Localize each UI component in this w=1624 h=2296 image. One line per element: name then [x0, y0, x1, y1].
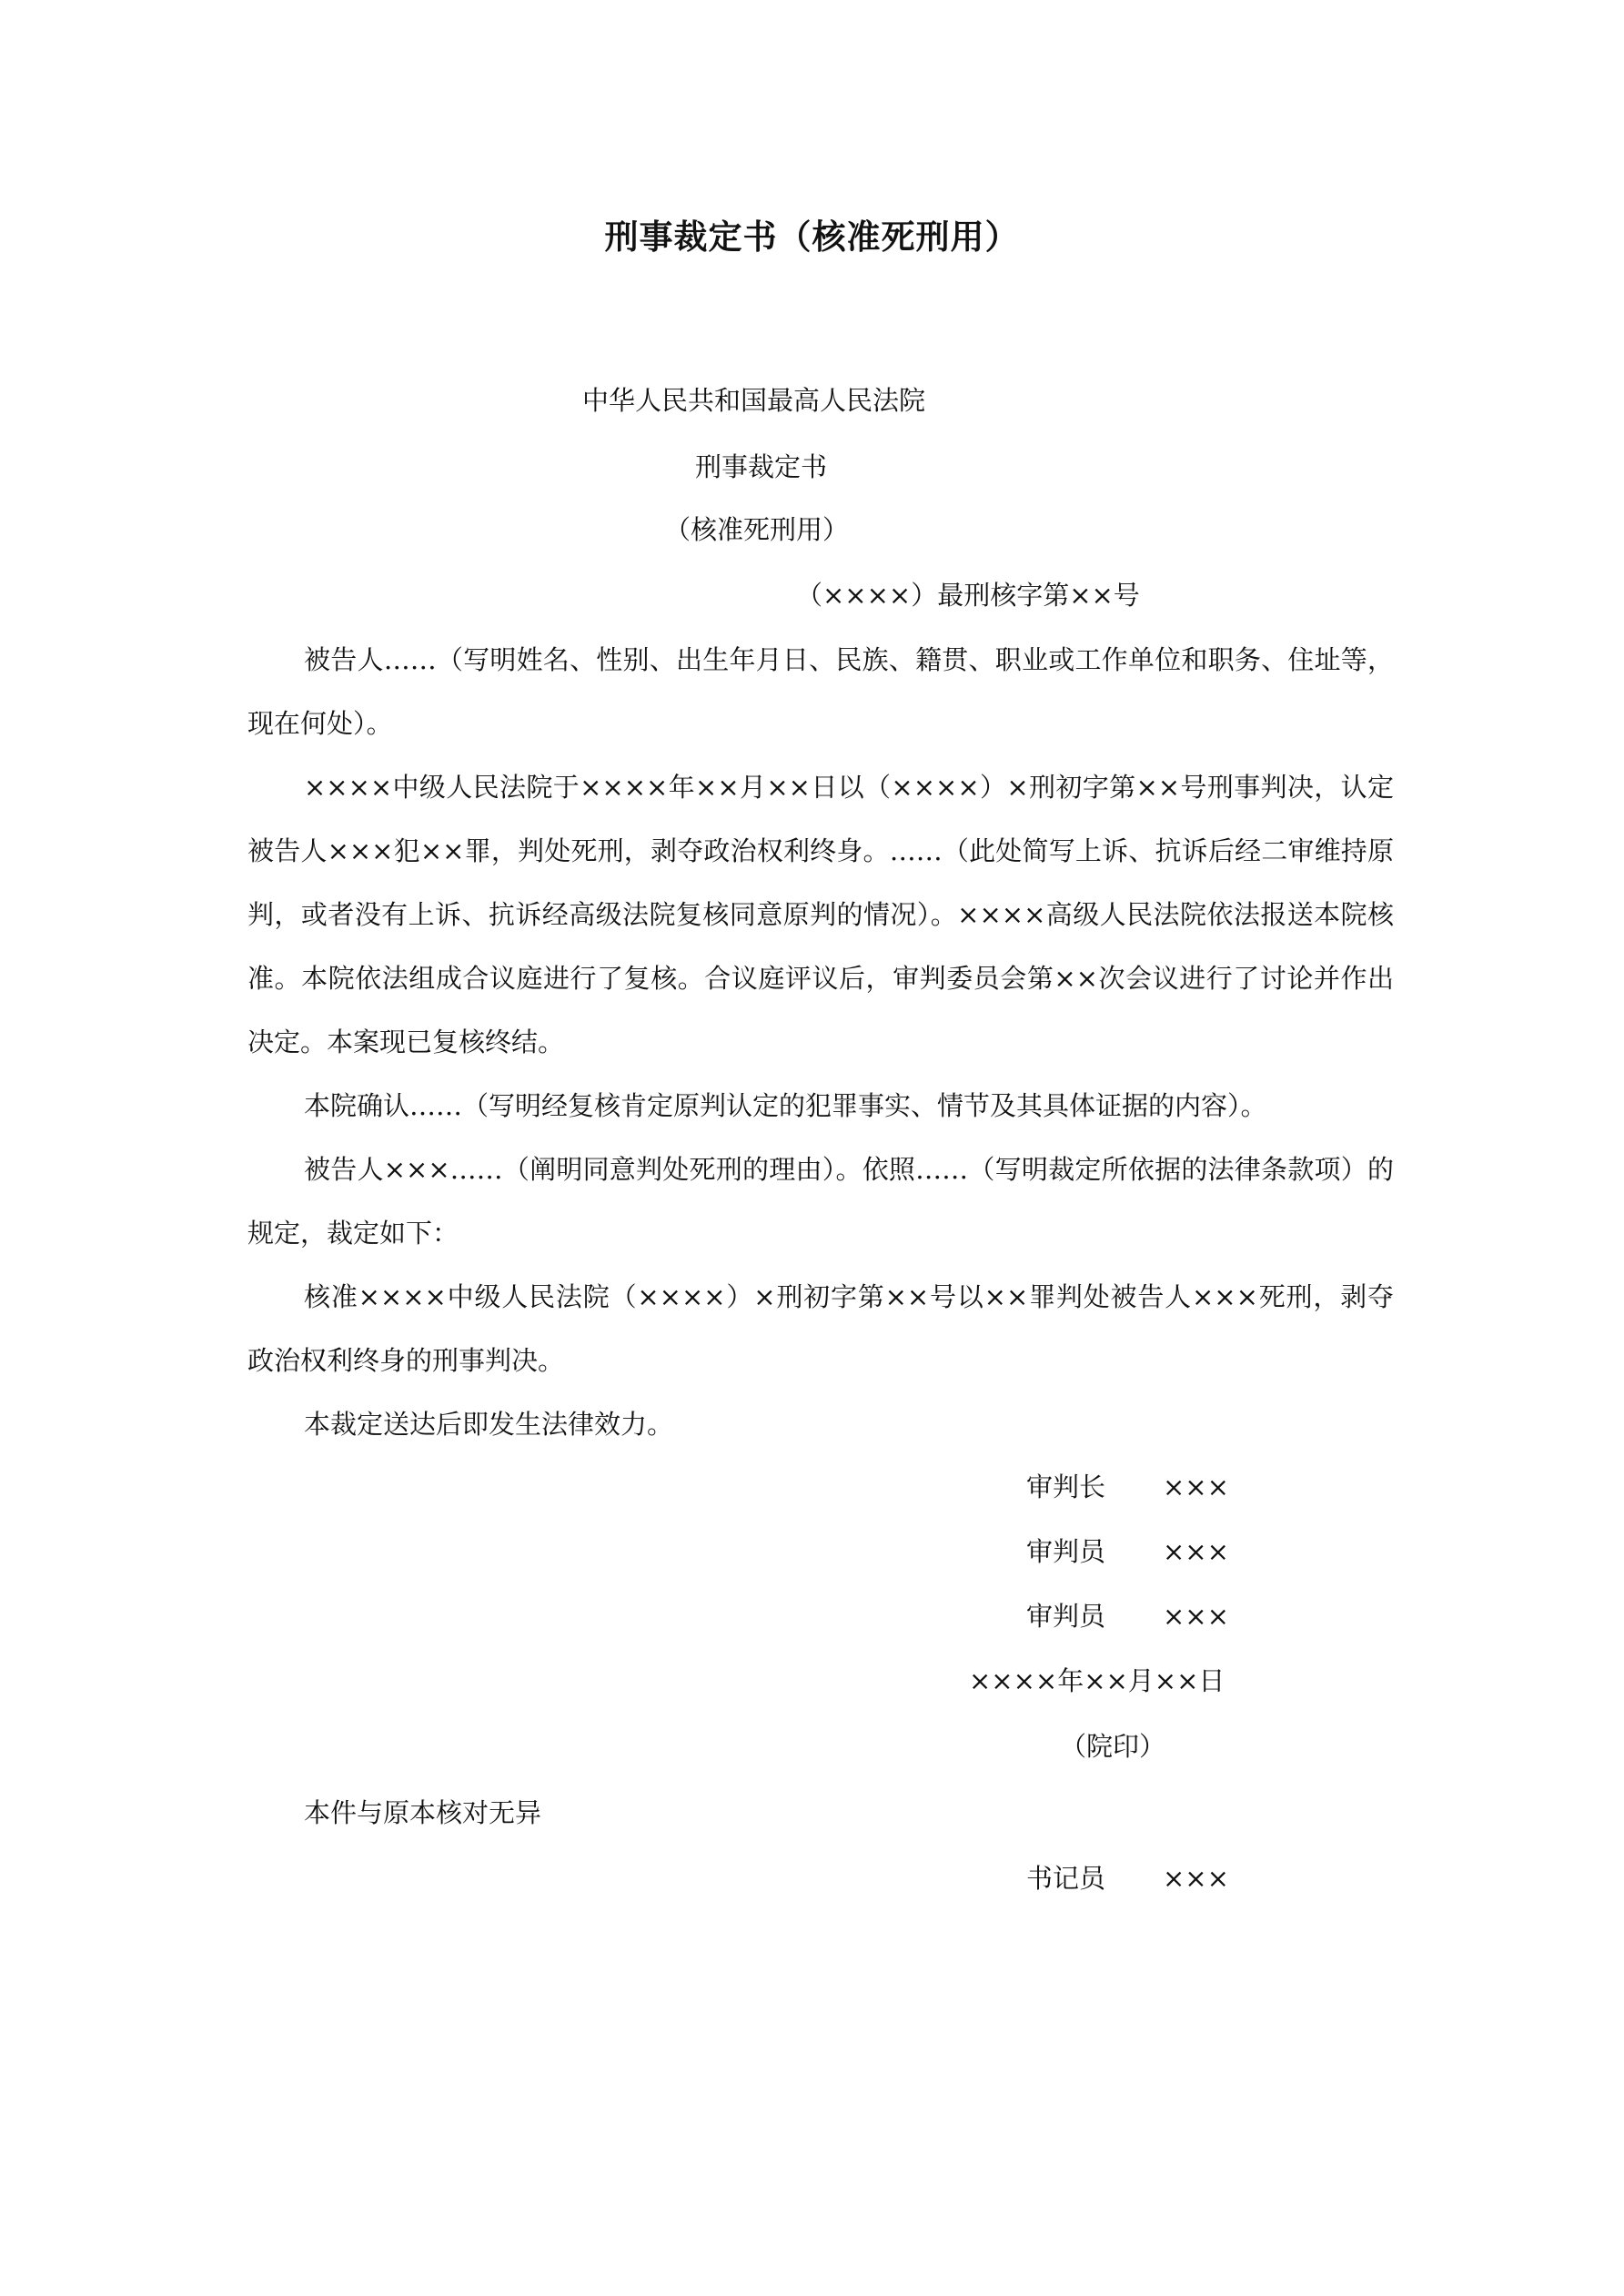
- paragraph-ruling: 核准××××中级人民法院（××××）×刑初字第××号以××罪判处被告人×××死刑，剥夺政治权利终身的刑事判决。: [247, 1281, 1394, 1376]
- signature-role: 审判长: [1026, 1472, 1106, 1502]
- paragraph-defendant: 被告人……（写明姓名、性别、出生年月日、民族、籍贯、职业或工作单位和职务、住址等，现在何处）。: [247, 644, 1394, 739]
- document-subtype: （核准死刑用）: [664, 514, 850, 545]
- court-seal: （院印）: [1060, 1731, 1166, 1762]
- document-type: 刑事裁定书: [695, 451, 828, 482]
- signature-role: 审判员: [1026, 1536, 1106, 1567]
- paragraph-procedure: ××××中级人民法院于××××年××月××日以（××××）×刑初字第××号刑事判决，认定被告人×××犯××罪，判处死刑，剥夺政治权利终身。……（此处简写上诉、抗诉后经二审维持原判，或者没有上诉、抗诉经高级法院复核同意原判的情况）。××××高级人民法院依法报送本院核准。本院依法组成合议庭进行了复核。合议庭评议后，审判委员会第××次会议进行了讨论并作出决定。本案现已复核终结。: [247, 772, 1394, 1057]
- case-number: （××××）最刑核字第××号: [796, 580, 1140, 611]
- signature-name: ×××: [1163, 1601, 1229, 1632]
- signature-name: ×××: [1163, 1536, 1229, 1567]
- clerk-role: 书记员: [1026, 1863, 1106, 1894]
- court-name: 中华人民共和国最高人民法院: [582, 385, 926, 416]
- paragraph-effect: 本裁定送达后即发生法律效力。: [304, 1409, 674, 1440]
- judgment-date: ××××年××月××日: [969, 1665, 1226, 1696]
- clerk-name: ×××: [1163, 1863, 1229, 1894]
- clerk-line: [1026, 1858, 1229, 1898]
- signature-line: [1026, 1532, 1229, 1572]
- signature-line: [1026, 1596, 1229, 1636]
- signature-line: [1026, 1467, 1229, 1507]
- document-title: 刑事裁定书（核准死刑用）: [604, 217, 1020, 257]
- paragraph-reasoning: 被告人×××……（阐明同意判处死刑的理由）。依照……（写明裁定所依据的法律条款项）的规定，裁定如下：: [247, 1154, 1394, 1249]
- paragraph-facts: 本院确认……（写明经复核肯定原判认定的犯罪事实、情节及其具体证据的内容）。: [304, 1090, 1267, 1121]
- signature-name: ×××: [1163, 1472, 1229, 1502]
- certification-note: 本件与原本核对无异: [304, 1797, 542, 1828]
- signature-role: 审判员: [1026, 1601, 1106, 1632]
